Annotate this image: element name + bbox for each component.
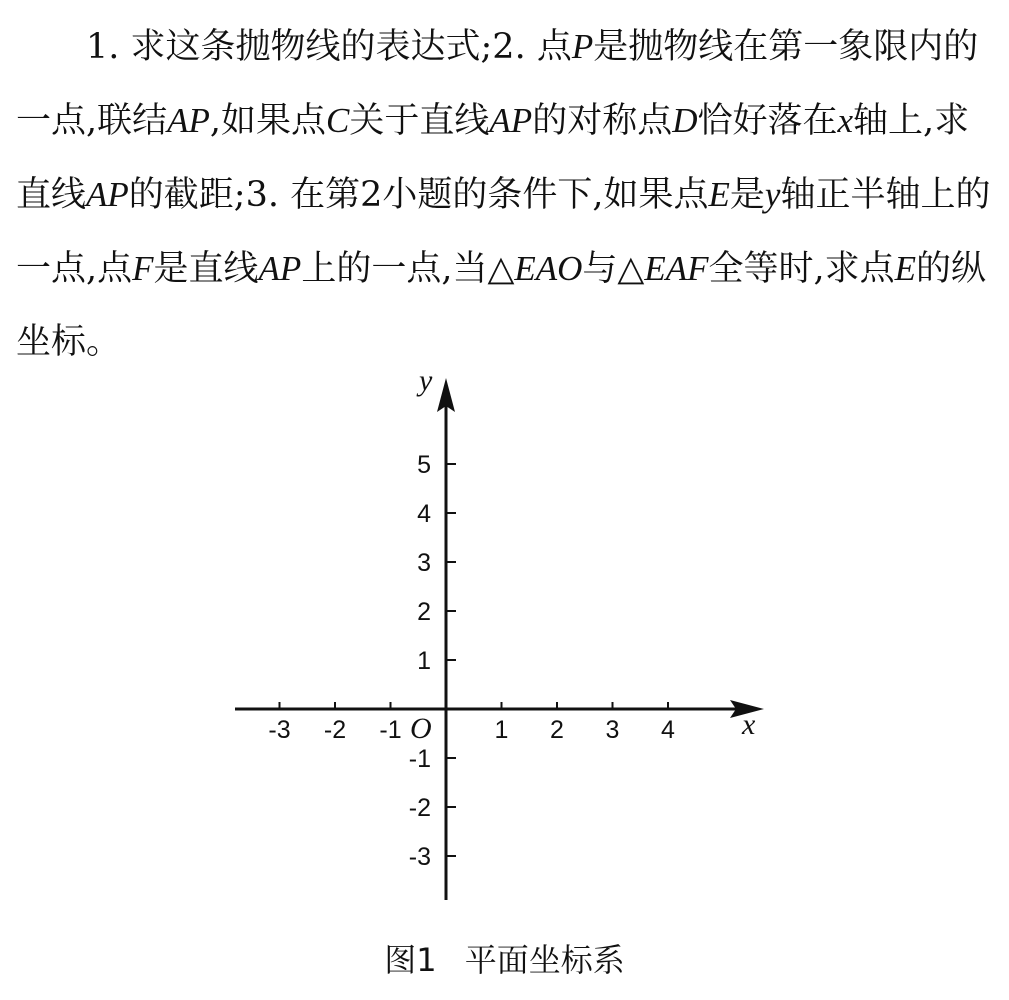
x-tick-label: -3 — [268, 716, 291, 744]
math-symbol: P — [571, 27, 594, 66]
math-symbol: y — [764, 175, 781, 214]
text-segment: 是 — [729, 175, 765, 215]
figure-caption: 图1 平面坐标系 — [384, 941, 625, 979]
x-tick-label: 3 — [605, 716, 620, 744]
math-symbol: AP — [258, 249, 302, 288]
math-symbol: AP — [167, 101, 210, 140]
text-segment: 的对称点 — [532, 101, 673, 141]
x-tick-label: 4 — [661, 716, 675, 744]
math-symbol: EAO — [514, 249, 583, 288]
text-segment: 上的一点,当△ — [301, 249, 515, 289]
math-symbol: AP — [489, 101, 533, 140]
text-segment: 的截距;3. 在第2小题的条件下,如果点 — [128, 175, 709, 215]
text-segment: 全等时,求点 — [708, 249, 895, 289]
y-axis-label: y — [419, 364, 433, 397]
tick-labels — [268, 451, 675, 871]
tick-marks — [280, 464, 669, 856]
text-segment: 关于直线 — [349, 101, 490, 141]
x-axis-label: x — [742, 708, 756, 741]
text-segment: 与△ — [582, 249, 645, 289]
math-symbol: x — [837, 101, 854, 140]
text-segment: 恰好落在 — [697, 101, 838, 141]
math-symbol: AP — [86, 175, 129, 214]
text-segment: 轴正半轴上的一点,点 — [16, 175, 991, 289]
math-symbol: C — [326, 101, 350, 140]
y-tick-label: -3 — [408, 843, 431, 871]
x-tick-label: -2 — [323, 716, 347, 744]
origin-label: O — [410, 712, 432, 745]
y-tick-label: -1 — [408, 745, 431, 773]
y-tick-label: -2 — [408, 794, 431, 822]
math-symbol: F — [132, 249, 154, 288]
text-segment: 1. 求这条抛物线的表达式;2. 点 — [86, 27, 572, 67]
x-tick-label: 1 — [494, 716, 509, 744]
math-symbol: E — [708, 175, 730, 214]
math-symbol: E — [894, 249, 916, 288]
math-symbol: D — [672, 101, 698, 140]
x-tick-label: -1 — [379, 716, 402, 744]
text-segment: 轴上,求直线 — [16, 101, 970, 215]
text-segment: 的纵坐标。 — [16, 249, 987, 362]
y-tick-label: 2 — [417, 598, 431, 626]
text-segment: 是抛物线在第一象限内的一点,联结 — [16, 27, 979, 141]
y-tick-label: 1 — [417, 647, 431, 675]
math-symbol: EAF — [644, 249, 709, 288]
x-tick-label: 2 — [550, 716, 564, 744]
text-segment: 是直线 — [153, 249, 259, 289]
y-tick-label: 5 — [417, 451, 431, 479]
y-tick-label: 3 — [417, 549, 431, 577]
text-segment: ,如果点 — [209, 101, 327, 141]
y-tick-label: 4 — [417, 500, 431, 528]
